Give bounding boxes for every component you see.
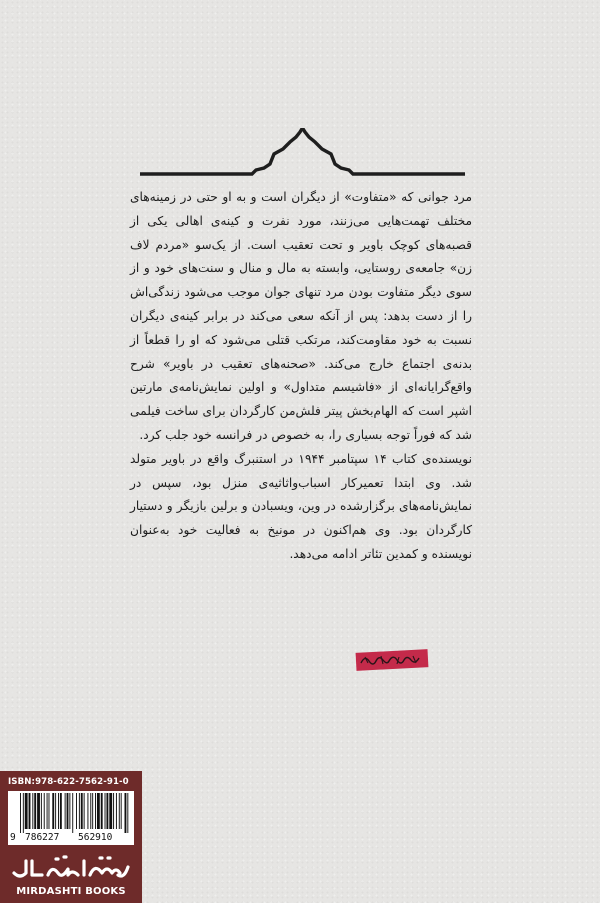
barcode-bars-icon	[18, 793, 130, 833]
publisher-badge	[0, 771, 142, 903]
mirdashti-calligraphy-logo-icon	[8, 849, 134, 883]
blurb-paragraph-story: مرد جوانی که «متفاوت» از دیگران است و به او حتی در زمینه‌های مختلف تهمت‌هایی می‌زنند، مورد نفرت و کینه‌ی اهالی یکی از قصبه‌های کوچک باویر و تحت تعقیب است. از یک‌سو «مردم لاف زن» جامعه‌ی روستایی، وابسته به مال و منال و سنت‌های خود و از سوی دیگر متفاوت بودن مرد تنهای جوان موجب می‌شود زندگی‌اش را از دست بدهد: پس از آنکه سعی می‌کند در برابر کینه‌ی دیگران نسبت به خود مقاومت‌کند، مرتکب قتلی می‌شود که او را قطعاً از بدنه‌ی اجتماع خارج می‌کند. «صحنه‌های تعقیب در باویر» شرح واقع‌گرایانه‌ای از «فاشیسم متداول» و اولین نمایش‌نامه‌ی مارتین اشپر است که الهام‌بخش پیتر فلش‌من کارگردان برای ساخت فیلمی شد که فوراً توجه بسیاری را، به خصوص در فرانسه خود جلب کرد.	[130, 190, 472, 442]
barcode-digit-group-2: 562910	[78, 832, 113, 843]
barcode-digit-group-1: 786227	[25, 832, 60, 843]
blurb-paragraph-author: نویسنده‌ی کتاب ۱۴ سپتامبر ۱۹۴۴ در استنبرگ واقع در باویر متولد شد. وی ابتدا تعمیرکار اسباب‌واثاثیه‌ی منزل بود، سپس در نمایش‌نامه‌های برگزارشده در وین، ویسبادن و برلین بازیگر و دستیار کارگردان بود. وی هم‌اکنون در مونیخ به فعالیت خود به‌عنوان نویسنده و کمدین تئاتر ادامه می‌دهد.	[130, 451, 472, 561]
author-signature-stamp-icon	[355, 648, 430, 672]
back-cover-blurb	[130, 186, 472, 567]
dome-emblem-icon	[140, 128, 465, 176]
barcode-digits	[8, 832, 134, 844]
publisher-name: MIRDASHTI BOOKS	[16, 886, 126, 897]
barcode-digit-lead: 9	[10, 832, 16, 843]
isbn-barcode	[8, 791, 134, 845]
isbn-label: ISBN:978-622-7562-91-0	[8, 777, 129, 787]
